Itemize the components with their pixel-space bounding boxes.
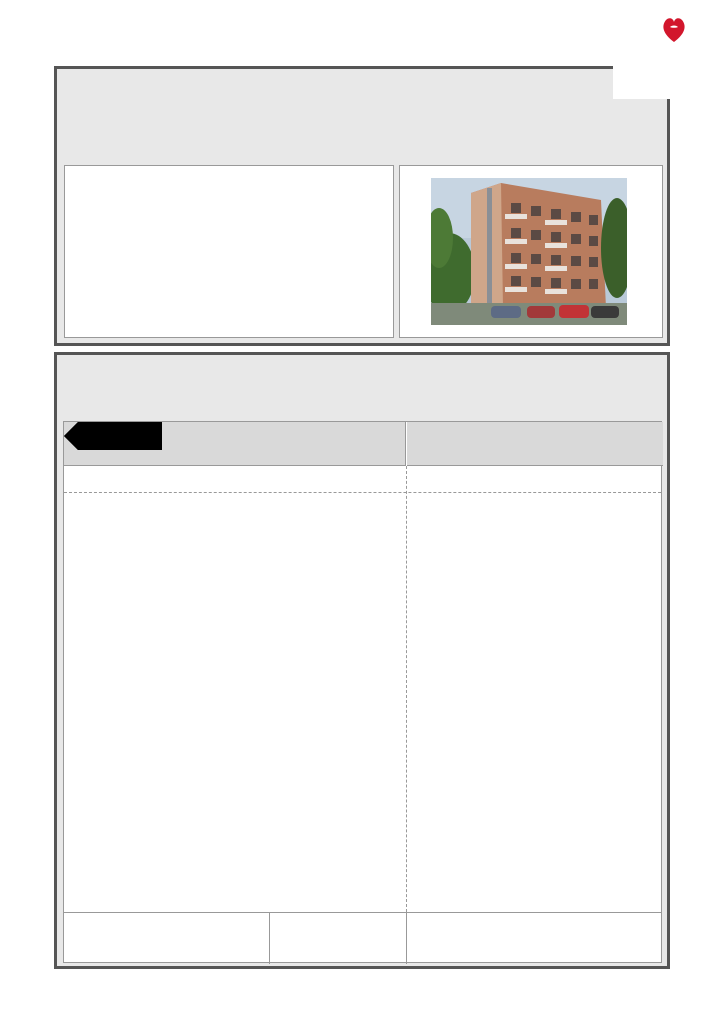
- energy-table: [63, 421, 662, 963]
- certificate-header-panel: [54, 66, 670, 346]
- logo-emblem-icon: [659, 14, 689, 44]
- units-row: [64, 467, 661, 492]
- building-info-box: [64, 165, 394, 338]
- totals-label-cell: [64, 913, 270, 964]
- energy-performance-panel: [54, 352, 670, 969]
- primary-energy-header: [407, 422, 663, 466]
- building-totals-row: [64, 912, 661, 964]
- building-photo: [431, 178, 627, 325]
- building-photo-frame: [399, 165, 663, 338]
- primary-value-marker: [64, 422, 162, 455]
